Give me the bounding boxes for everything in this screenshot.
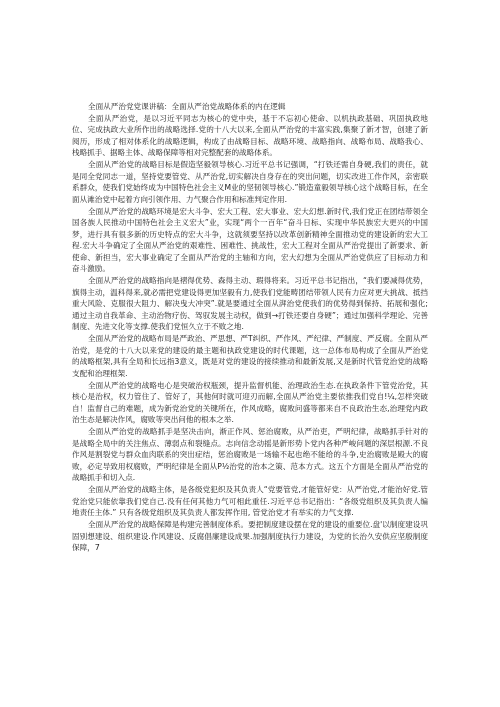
paragraph-strategic-goal: 全面从严治党的战略目标是假造坚毅领导核心.习近平总书记强调，“打铁还需自身硬,我们的责任，就是同全党同志一道，坚持党要管党、从严治党,切实解决自身存在的突出问题，切实改进工作作风，亲密联系群众，使我们党始终成为中国特色社会主义M业的坚韧领导核心.”锻造童毅领导核心这个战略目标，在全面从滩治党中起着方向引领作用、力气聚合作用和标准判定作用. (72, 160, 428, 204)
paragraph-strategic-guarantee-text: 全面从严治党的战略保障是构建完善制度体系。要把制度建设摆在党的建设的重要位.盘'以制度建设巩固别想建设、组织建设.作风建设、反腐倡廉建设成果.加强制度执行力建设，为党的长治久安供应坚殷制度保障， (72, 520, 428, 552)
document-title: 全面从严治党党课讲稿：全面从严治党战略体系的内在逻辑 (88, 102, 286, 111)
paragraph-strategic-focus: 全面从严治党的战略抓手是坚决击向，渐正作风、惩治腐败，从严治吏，严明纪律，战略抓手针对的是战略全局中的关注焦点、薄弱点和裂缝点。志向信念动摇是新形势卜党内各种严峻问题的深层根源.不良作风是割裂党与群众血肉联系的突出症结，惩治腐败是一场输不起也绝不能给的斗争,史治腐败是殿大的腐败，必定导致用权腐败，严明纪律是全面从P½治党的治本之策、范本方式。这五个方面是全面从严治党的战略抓手和切入点. (72, 427, 428, 482)
paragraph-strategic-guarantee (72, 519, 428, 554)
paragraph-strategic-subject: 全面从严治党的战略主体，是各级党犯织及其负责人“党要管党,才能管好党：从严治党,才能治好党.管党治党只能依靠我们党自己.没有任何其他力气可相此重任.习近平总书记指出：“各级党组织及其负责人编地责任主体.” 只有各级党组织及其负责人都发挥作用, 管党治党才有举实的力气支撑. (72, 485, 428, 517)
paragraph-strategic-environment: 全面从严治党的战略环境是宏大斗争、宏大工程、宏大事业、宏大幻想.新时代,我们党正在团结带领全国各族人民推动中国特色社会主义宏大”业，实现“两个一百年“奋斗日标、实现中华民族宏大更兴的中国梦，进行具有很多新的历史特点的宏大斗争，这就须要坚持以改革创新精神全面推动党的建设新的宏大工程.宏大斗争确定了全面从严治党的艰难性、困难性、挑战性，宏大工程对全面从严治党提出了新要求、新使命、新担当，宏大事业确定了全面从严治党的主轴和方向，宏大幻想为全面从严治党供应了目标动力和奋斗激励。 (72, 206, 428, 273)
paragraph-strategic-layout: 全面从严治党的战略布局是严政治、严思想、严T纠织、严作风、严纪律、严制度、严反腐。全面从严治党，是党的十八大以来党的建设的最主题和执政党建设的时代课题，这一总体布局构成了全面从严治党的战略框架,具有全局和长远指3意义，既是对党的建设的接续推动和最新发展,又是新时代管党治党的战略支配和治理框架. (72, 334, 428, 378)
paragraph-strategic-system: 全面从严治党，是以习近平同志为核心的党中央，基于不忘初心使命、以机执政基础、巩固执政地位、完成执政大业所作出的战略选择.党的十八大以来,全面从严治党的丰富实践,集聚了新才智，创建了新阅历，形成了相对体系化的战略逻辑，构成了由战略目标、战略环境、战略指向、战略布局、战略我心、栈略抓手、据略主体、战略保障等相对完整配套的战略体系。 (72, 113, 428, 157)
page-number: 7 (94, 543, 100, 552)
paragraph-strategic-direction: 全面从严治党的战略指向是褶得优势、森得主动、瑕得将来。习近平总书记指出，“我们要减得优势，旗得主动，温科得来,就必需把党建设得更加坚毅有力,使我们党能畴团结带领人民有力应对更大挑战、抵挡重大风险、克服很大阻力、解决曳大冲突”.就是要通过全面从湃治党使我们的优势得到保持、拓展和强化; 通过主动自我革命、主动治物疗伤、驾驭发展主动权，做到→打铁还要自身硬”；通过加强科学理论、完善制度、先进文化等支撑.使我们党恒久立于不败之地. (72, 276, 428, 331)
paragraph-strategic-core: 全面从严治党的战略电心是突破治权瓶颈，提升监督机能、治理政治生态.在执政条件下管党治党，其核心是治权，权力管住了、管好了，其他何时就可迎刃而解,全面从严治党主要依推我们党自!¼,怎样突破自！监督自己的难题，成为新党治党的关键所在，作风成略，腐败问盛等都来自不良政治生态,治理党内政治生态是解决作风，腐败等突出问他的根本之举. (72, 380, 428, 424)
